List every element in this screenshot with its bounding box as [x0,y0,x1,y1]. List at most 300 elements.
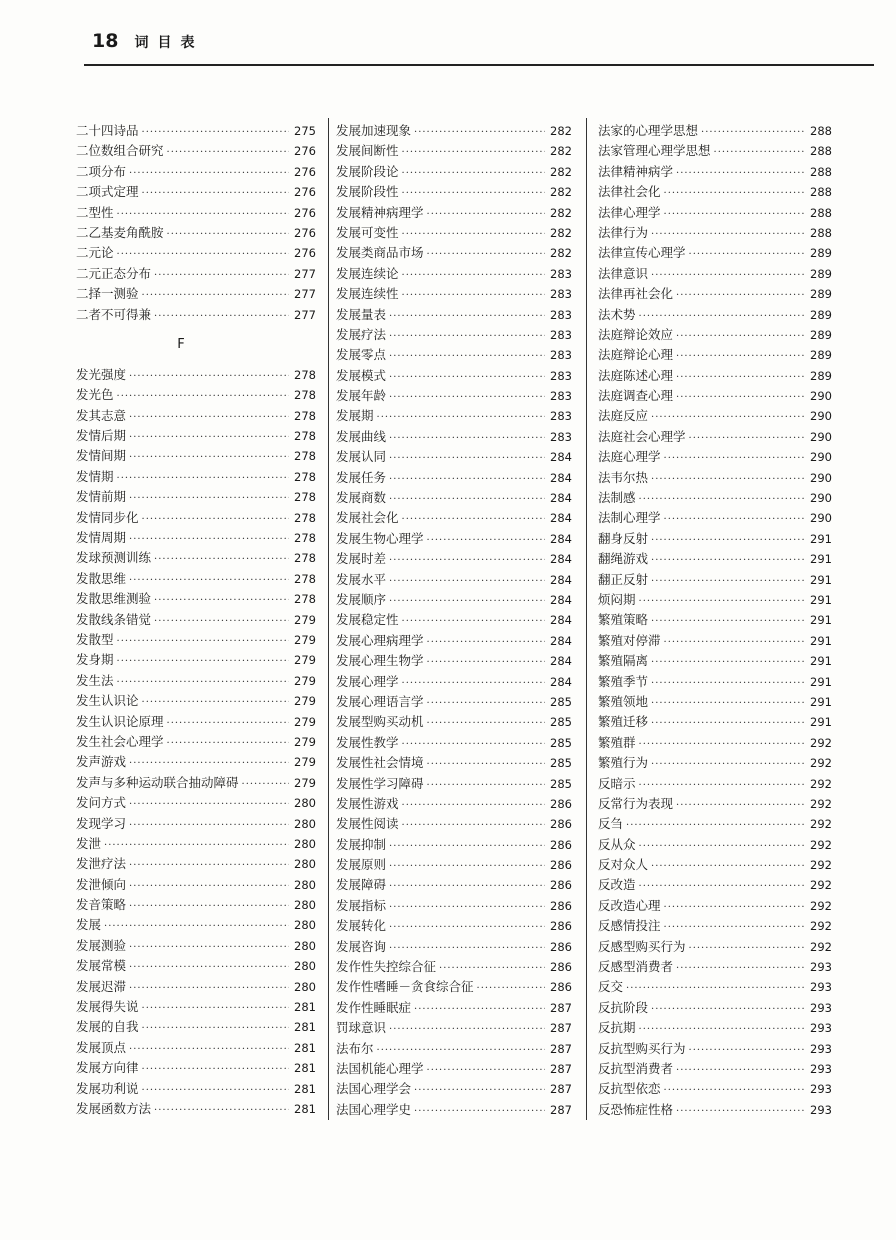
entry-page-number: 285 [550,756,572,771]
entry-term: 法律宣传心理学 [598,245,686,261]
entry-term: 二元论 [76,245,114,261]
dot-leader [154,1101,289,1121]
entry-term: 发展函数方法 [76,1100,152,1116]
entry-page-number: 287 [550,1061,572,1076]
dot-leader [402,816,545,836]
entry-term: 繁殖策略 [598,612,649,628]
dot-leader [676,796,805,816]
entry-term: 法律心理学 [598,204,661,220]
index-column-2 [336,121,572,1120]
entry-term: 发散线条错觉 [76,611,152,627]
entry-term: 发展模式 [336,367,387,383]
entry-term: 发作性失控综合征 [336,959,437,975]
entry-term: 法国心理学史 [336,1101,412,1117]
entry-page-number: 280 [294,836,316,851]
dot-leader [167,143,289,163]
entry-page-number: 289 [810,307,832,322]
dot-leader [689,429,805,449]
entry-page-number: 278 [294,551,316,566]
index-entry [336,570,572,590]
entry-page-number: 287 [550,1102,572,1117]
dot-leader [389,449,545,469]
entry-page-number: 284 [550,572,572,587]
entry-page-number: 276 [294,164,316,179]
entry-term: 发展阶段论 [336,163,399,179]
index-entry [598,121,832,141]
entry-term: 二十四诗品 [76,123,139,138]
entry-term: 发展的自我 [76,1019,139,1035]
entry-page-number: 280 [294,938,316,953]
dot-leader [651,612,805,632]
dot-leader [142,693,289,713]
entry-page-number: 278 [294,592,316,607]
index-entry [336,203,572,223]
dot-leader [129,897,289,917]
index-entry [336,427,572,447]
entry-page-number: 285 [550,715,572,730]
index-entry [336,835,572,855]
entry-term: 发展测验 [76,937,127,953]
dot-leader [389,429,545,449]
entry-page-number: 287 [550,1082,572,1097]
dot-leader [651,408,805,428]
index-entry [76,752,316,772]
entry-term: 发光强度 [76,366,127,382]
dot-leader [117,469,289,489]
entry-page-number: 292 [810,837,832,852]
entry-page-number: 293 [810,1102,832,1117]
entry-term: 法律社会化 [598,184,661,200]
entry-page-number: 283 [550,389,572,404]
dot-leader [389,592,545,612]
entry-page-number: 284 [550,511,572,526]
entry-page-number: 278 [294,429,316,444]
entry-page-number: 289 [810,287,832,302]
entry-term: 反抗型依恋 [598,1081,661,1097]
entry-term: 发展时差 [336,551,387,567]
dot-leader [389,490,545,510]
index-entry [598,855,832,875]
index-entry [76,1079,316,1099]
entry-page-number: 292 [810,858,832,873]
index-entry [336,1079,572,1099]
dot-leader [129,856,289,876]
dot-leader [402,674,545,694]
dot-leader [389,877,545,897]
dot-leader [651,1000,805,1020]
entry-term: 繁殖群 [598,734,636,750]
entry-term: 发展精神病理学 [336,204,424,220]
entry-page-number: 290 [810,389,832,404]
index-entry [598,468,832,488]
entry-page-number: 281 [294,1081,316,1096]
dot-leader [104,836,289,856]
entry-page-number: 288 [810,225,832,240]
entry-term: 法国机能心理学 [336,1060,424,1076]
dot-leader [639,837,805,857]
entry-term: 反对众人 [598,857,649,873]
dot-leader [402,286,545,306]
dot-leader [167,734,289,754]
index-entry [336,590,572,610]
entry-page-number: 286 [550,837,572,852]
dot-leader [639,877,805,897]
index-entry [598,570,832,590]
entry-page-number: 288 [810,185,832,200]
entry-term: 发声游戏 [76,754,127,770]
index-entry [598,549,832,569]
index-entry [76,182,316,202]
index-entry [598,814,832,834]
index-entry [76,264,316,284]
index-entry [598,406,832,426]
dot-leader [639,592,805,612]
entry-page-number: 279 [294,775,316,790]
index-entry [598,1039,832,1059]
entry-page-number: 291 [810,592,832,607]
entry-page-number: 290 [810,429,832,444]
dot-leader [389,1020,545,1040]
entry-term: 发展量表 [336,306,387,322]
entry-page-number: 282 [550,205,572,220]
entry-term: 发生认识论 [76,693,139,709]
entry-term: 反改造心理 [598,897,661,913]
index-entry [336,916,572,936]
index-entry [336,957,572,977]
dot-leader [639,735,805,755]
entry-page-number: 283 [550,266,572,281]
entry-term: 发展性阅读 [336,816,399,832]
entry-page-number: 287 [550,1021,572,1036]
entry-term: 法庭辩论心理 [598,347,674,363]
index-entry [76,793,316,813]
entry-term: 反抗期 [598,1020,636,1036]
dot-leader [389,551,545,571]
dot-leader [142,1060,289,1080]
entry-page-number: 292 [810,898,832,913]
index-entry [598,875,832,895]
index-entry [76,569,316,589]
entry-page-number: 279 [294,632,316,647]
index-entry [336,774,572,794]
dot-leader [117,205,289,225]
index-entry [76,528,316,548]
dot-leader [402,266,545,286]
entry-page-number: 284 [550,633,572,648]
dot-leader [154,266,289,286]
entry-page-number: 289 [810,266,832,281]
dot-leader [676,286,805,306]
dot-leader [427,633,545,653]
dot-leader [117,387,289,407]
entry-page-number: 280 [294,796,316,811]
dot-leader [154,550,289,570]
entry-term: 发展类商品市场 [336,245,424,261]
index-entry [76,162,316,182]
index-entry [598,896,832,916]
index-entry [76,1038,316,1058]
entry-term: 翻绳游戏 [598,551,649,567]
index-entry [598,733,832,753]
dot-leader [626,816,805,836]
index-entry [336,325,572,345]
entry-term: 法庭调查心理 [598,388,674,404]
entry-term: 发情期 [76,468,114,484]
dot-leader [689,939,805,959]
dot-leader [389,327,545,347]
index-entry [336,284,572,304]
dot-leader [651,674,805,694]
entry-term: 发展心理学 [336,673,399,689]
entry-page-number: 289 [810,368,832,383]
dot-leader [689,1041,805,1061]
index-entry [336,875,572,895]
entry-term: 发展性学习障碍 [336,775,424,791]
index-entry [76,936,316,956]
entry-term: 发球预测训练 [76,550,152,566]
entry-term: 反抗型消费者 [598,1060,674,1076]
entry-page-number: 284 [550,491,572,506]
entry-term: 发泄倾向 [76,876,127,892]
entry-term: 烦闷期 [598,591,636,607]
index-entry [336,753,572,773]
entry-term: 发展得失说 [76,999,139,1015]
index-entry [598,957,832,977]
index-entry [76,977,316,997]
entry-page-number: 282 [550,164,572,179]
section-letter: F [177,336,185,352]
index-entry [76,426,316,446]
entry-page-number: 291 [810,552,832,567]
index-entry [336,814,572,834]
header-rule [84,64,874,66]
dot-leader [651,694,805,714]
index-entry [336,631,572,651]
index-entry [598,325,832,345]
entry-term: 反交 [598,979,624,995]
entry-term: 发展 [76,917,102,933]
entry-term: 发展零点 [336,347,387,363]
entry-term: 繁殖隔离 [598,653,649,669]
dot-leader [427,1061,545,1081]
index-entry [598,590,832,610]
index-entry [76,732,316,752]
entry-page-number: 278 [294,449,316,464]
dot-leader [651,266,805,286]
entry-term: 发展年龄 [336,388,387,404]
entry-term: 法韦尔热 [598,469,649,485]
entry-page-number: 286 [550,898,572,913]
entry-term: 发生认识论原理 [76,713,164,729]
dot-leader [676,388,805,408]
entry-page-number: 276 [294,144,316,159]
dot-leader [142,1081,289,1101]
dot-leader [242,775,289,795]
index-entry [76,487,316,507]
dot-leader [117,652,289,672]
entry-term: 繁殖季节 [598,673,649,689]
index-entry [76,712,316,732]
index-entry [76,875,316,895]
index-entry [598,753,832,773]
entry-page-number: 287 [550,1000,572,1015]
dot-leader [402,143,545,163]
entry-term: 发展期 [336,408,374,424]
entry-term: 发展可变性 [336,224,399,240]
index-entry [76,915,316,935]
entry-page-number: 291 [810,531,832,546]
dot-leader [701,123,805,143]
entry-page-number: 276 [294,246,316,261]
entry-page-number: 290 [810,450,832,465]
dot-leader [129,958,289,978]
entry-term: 法律再社会化 [598,286,674,302]
entry-term: 二项分布 [76,163,127,179]
dot-leader [389,918,545,938]
index-entry [336,977,572,997]
index-entry [598,447,832,467]
dot-leader [664,898,805,918]
dot-leader [402,612,545,632]
entry-page-number: 280 [294,877,316,892]
dot-leader [477,979,545,999]
index-entry [336,549,572,569]
entry-term: 繁殖领地 [598,693,649,709]
entry-page-number: 277 [294,307,316,322]
dot-leader [129,530,289,550]
index-entry [336,1039,572,1059]
index-entry [336,610,572,630]
entry-page-number: 283 [550,409,572,424]
dot-leader [402,510,545,530]
running-title: 词目表 [134,35,204,51]
entry-term: 发展咨询 [336,938,387,954]
index-entry [76,956,316,976]
index-entry [598,264,832,284]
entry-term: 反抗阶段 [598,999,649,1015]
entry-term: 反常行为表现 [598,795,674,811]
dot-leader [129,1040,289,1060]
entry-term: 法庭心理学 [598,449,661,465]
entry-term: 发展转化 [336,918,387,934]
index-entry [336,672,572,692]
index-entry [76,773,316,793]
entry-page-number: 293 [810,1021,832,1036]
entry-page-number: 283 [550,368,572,383]
index-entry [598,182,832,202]
index-entry [76,284,316,304]
dot-leader [427,205,545,225]
entry-page-number: 288 [810,164,832,179]
dot-leader [389,837,545,857]
entry-page-number: 284 [550,531,572,546]
entry-page-number: 284 [550,674,572,689]
index-entry [598,631,832,651]
entry-term: 发展迟滞 [76,978,127,994]
entry-term: 发展认同 [336,449,387,465]
dot-leader [414,1000,545,1020]
index-entry [598,774,832,794]
dot-leader [651,470,805,490]
entry-term: 反感型消费者 [598,959,674,975]
entry-page-number: 289 [810,348,832,363]
index-entry [598,712,832,732]
dot-leader [129,795,289,815]
index-entry [598,529,832,549]
entry-page-number: 290 [810,491,832,506]
dot-leader [142,184,289,204]
entry-term: 发展常模 [76,958,127,974]
index-entry [76,671,316,691]
index-entry [336,182,572,202]
entry-term: 法家的心理学思想 [598,123,699,138]
entry-term: 发展商数 [336,490,387,506]
entry-page-number: 281 [294,1040,316,1055]
entry-page-number: 292 [810,776,832,791]
entry-page-number: 292 [810,939,832,954]
entry-term: 法布尔 [336,1040,374,1056]
dot-leader [651,857,805,877]
entry-term: 发光色 [76,387,114,403]
entry-term: 发展稳定性 [336,612,399,628]
index-entry [598,692,832,712]
index-entry [336,447,572,467]
entry-page-number: 292 [810,817,832,832]
index-entry [76,406,316,426]
entry-term: 发散思维测验 [76,591,152,607]
dot-leader [167,225,289,245]
index-entry [336,386,572,406]
index-entry [76,121,316,141]
dot-leader [129,979,289,999]
entry-page-number: 283 [550,307,572,322]
dot-leader [129,164,289,184]
dot-leader [676,164,805,184]
dot-leader [142,999,289,1019]
dot-leader [439,959,545,979]
entry-term: 发散思维 [76,570,127,586]
dot-leader [129,877,289,897]
column-divider [586,118,587,1120]
entry-term: 反恐怖症性格 [598,1101,674,1117]
dot-leader [427,531,545,551]
index-entry [598,937,832,957]
entry-page-number: 286 [550,796,572,811]
dot-leader [651,551,805,571]
dot-leader [664,449,805,469]
entry-term: 反抗型购买行为 [598,1040,686,1056]
entry-term: 二型性 [76,204,114,220]
index-entry [76,834,316,854]
entry-term: 发展连续论 [336,265,399,281]
dot-leader [402,796,545,816]
index-entry [598,305,832,325]
dot-leader [651,653,805,673]
index-entry [336,692,572,712]
dot-leader [142,286,289,306]
index-entry [76,1058,316,1078]
entry-page-number: 293 [810,960,832,975]
entry-page-number: 279 [294,755,316,770]
dot-leader [129,428,289,448]
dot-leader [104,917,289,937]
entry-term: 法家管理心理学思想 [598,143,711,159]
index-entry [598,386,832,406]
entry-term: 繁殖行为 [598,755,649,771]
index-entry [598,998,832,1018]
dot-leader [389,939,545,959]
entry-page-number: 292 [810,796,832,811]
